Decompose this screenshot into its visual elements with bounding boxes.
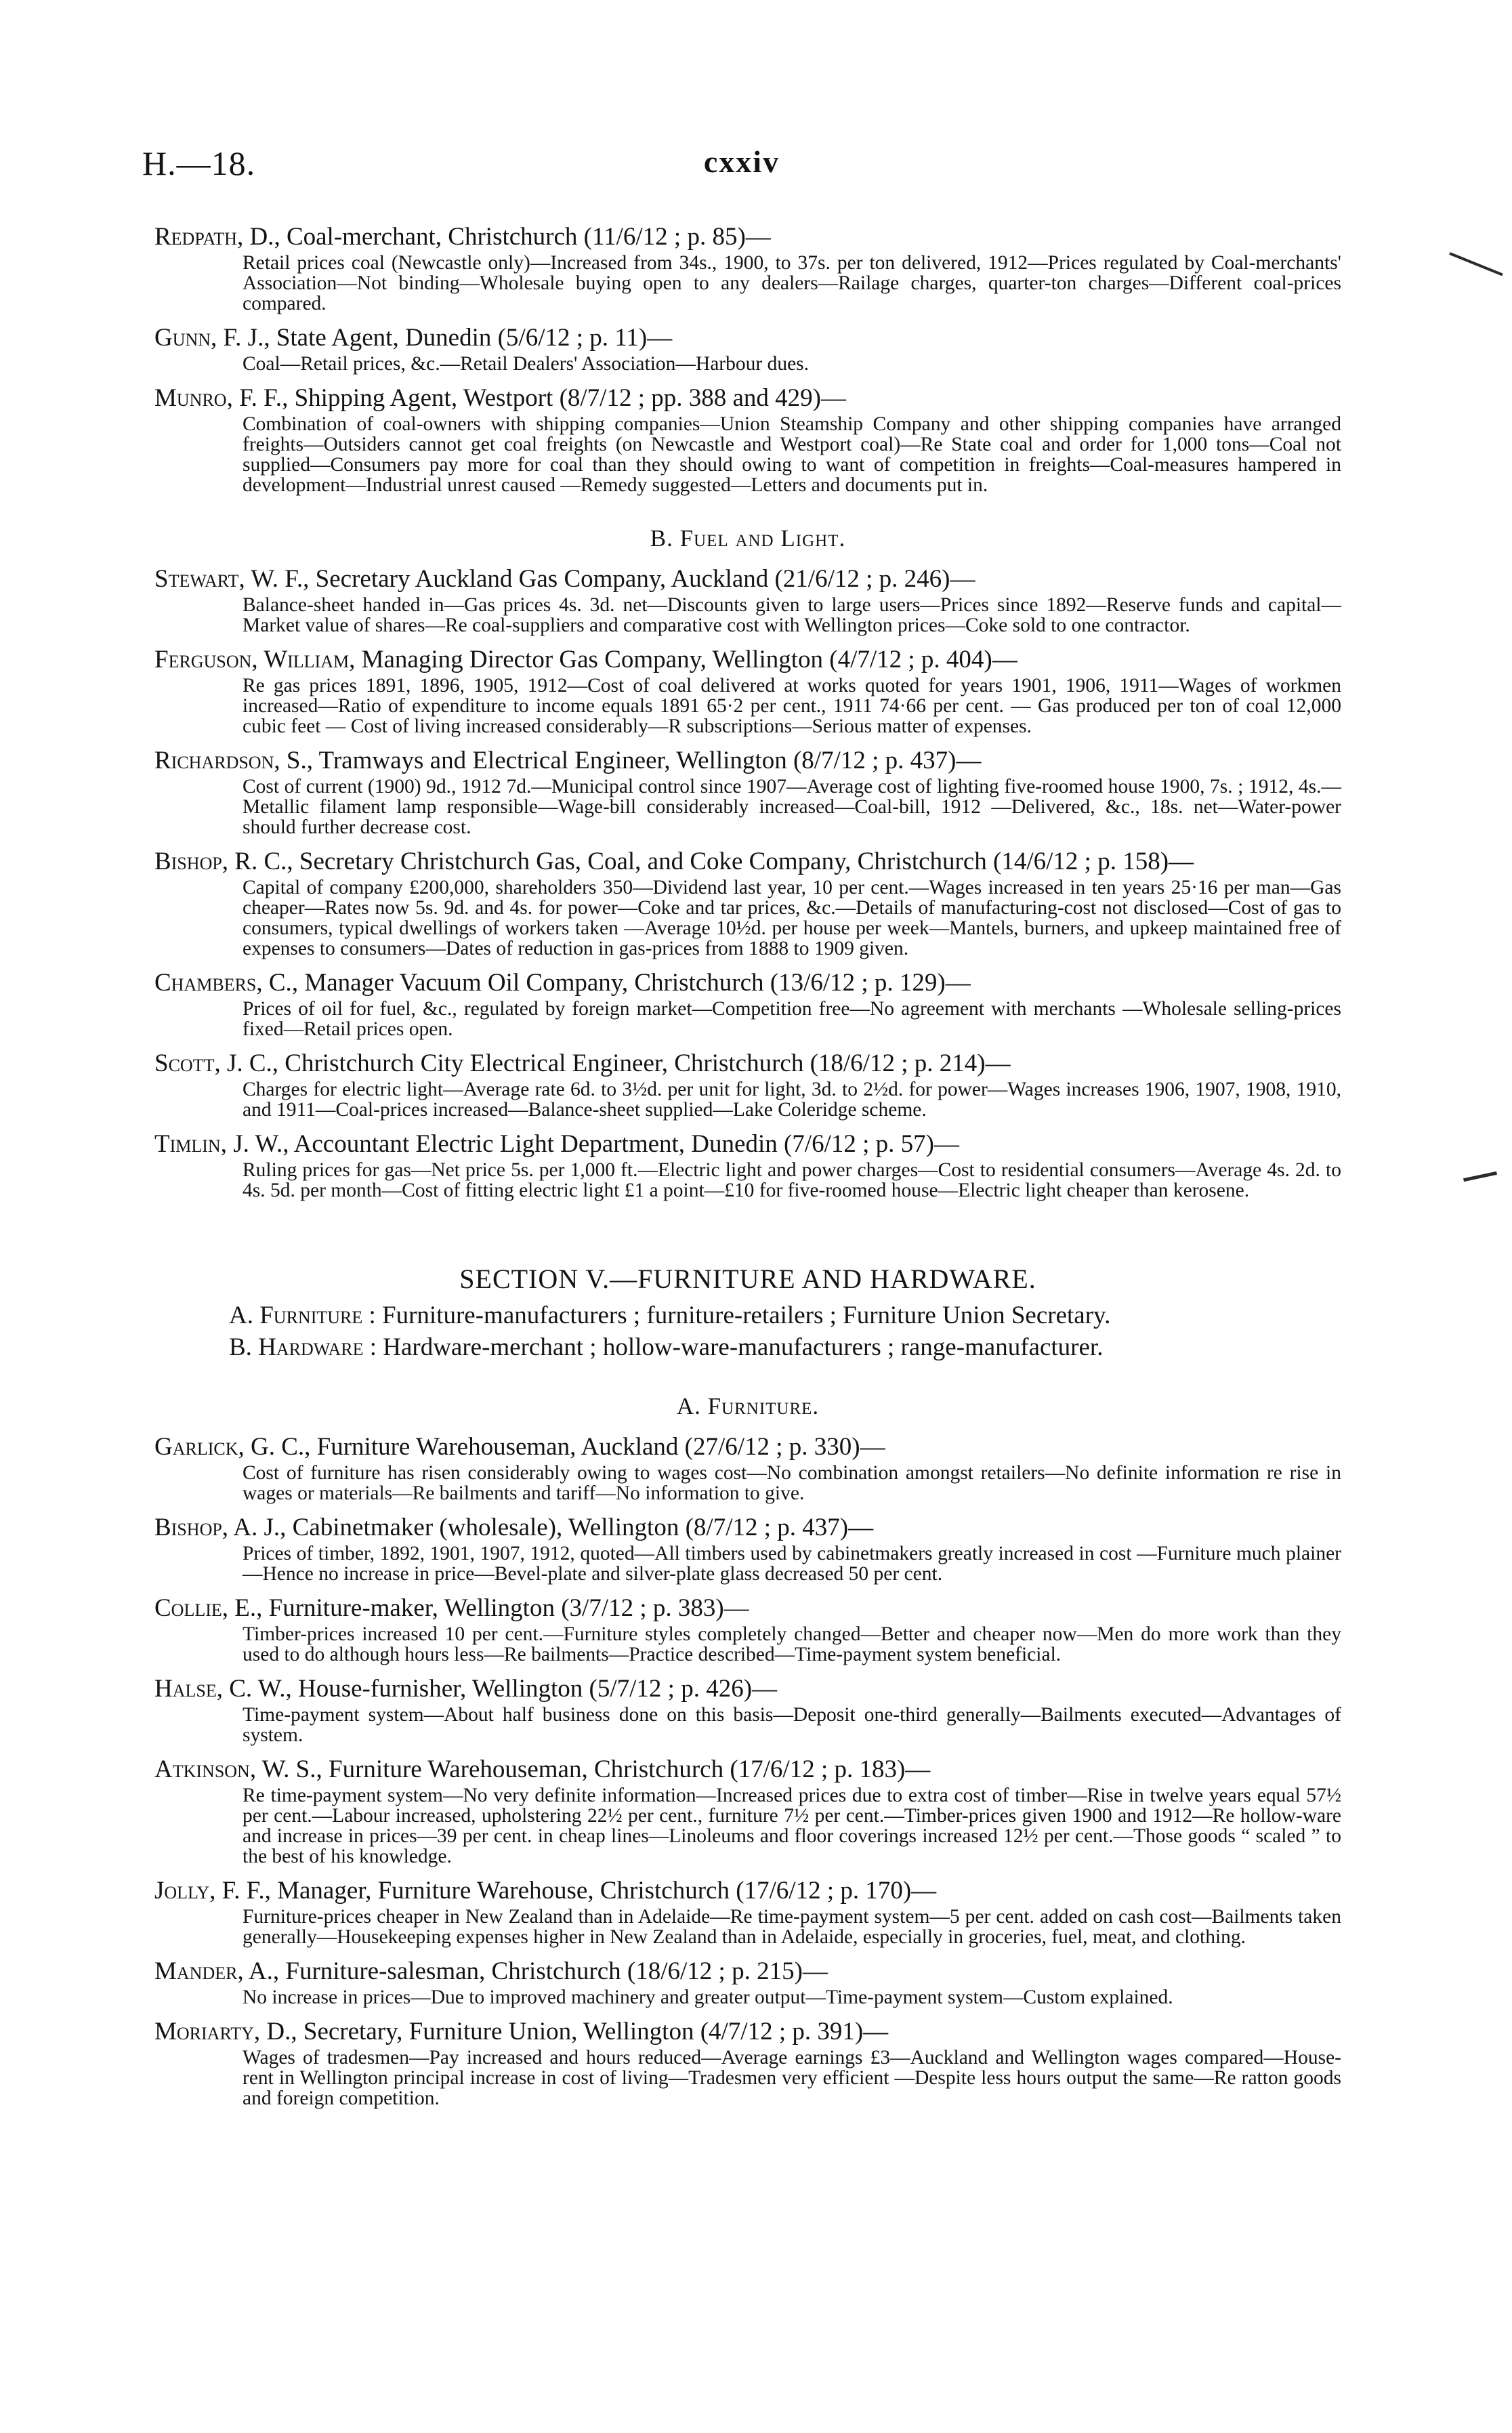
witness-entry <box>154 1047 1341 1120</box>
witness-heading <box>154 1955 1341 1987</box>
category-description: : Hardware-merchant ; hollow-ware-manufacturers ; range-manufacturer. <box>363 1333 1104 1361</box>
witness-heading <box>154 846 1341 877</box>
witness-role: , Secretary Auckland Gas Company, Auckland (21/6/12 ; p. 246)— <box>303 565 975 593</box>
witness-name: Moriarty, D. <box>154 2018 291 2045</box>
witness-name: Jolly, F. F. <box>154 1877 265 1905</box>
witness-name: Scott, J. C. <box>154 1049 272 1077</box>
evidence-summary: Retail prices coal (Newcastle only)—Increased from 34s., 1900, to 37s. per ton delivered, 1912—Prices regulated by Coal-merchants' Association—Not binding—Wholesale buying open to any dealers—Railage charges, quarter-ton charges—Different coal-prices compared. <box>243 252 1341 314</box>
witness-role: , Manager, Furniture Warehouse, Christchurch (17/6/12 ; p. 170)— <box>264 1877 937 1905</box>
witness-role: , State Agent, Dunedin (5/6/12 ; p. 11)— <box>264 324 673 352</box>
witness-name: Bishop, R. C. <box>154 848 287 875</box>
report-reference: H.—18. <box>142 144 256 182</box>
witness-name: Richardson, S. <box>154 747 307 774</box>
witness-entry <box>154 1128 1341 1201</box>
witness-entry <box>154 221 1341 314</box>
witness-entry <box>154 1512 1341 1584</box>
witness-name: Redpath, D. <box>154 223 274 251</box>
evidence-summary: Cost of current (1900) 9d., 1912 7d.—Municipal control since 1907—Average cost of lighting five-roomed house 1900, 7s. ; 1912, 4s.—Metallic filament lamp responsible—Wage-bill considerably increased—Coal-bill, 1912 —Delivered, &c., 18s. net—Water-power should further decrease cost. <box>243 776 1341 838</box>
witness-role: , Managing Director Gas Company, Wellington (4/7/12 ; p. 404)— <box>349 646 1017 673</box>
evidence-summary: Charges for electric light—Average rate 6d. to 3½d. per unit for light, 3d. to 2½d. for power—Wages increases 1906, 1907, 1908, 1910, and 1911—Coal-prices increased—Balance-sheet supplied—Lake Coleridge scheme. <box>243 1079 1341 1121</box>
witness-name: Chambers, C. <box>154 969 292 997</box>
evidence-summary: Capital of company £200,000, shareholders 350—Dividend last year, 10 per cent.—Wages increased in ten years 25·16 per man—Gas cheaper—Rates now 5s. 9d. and 4s. for power—Coke and tar prices, &c.—Details of manufacturing-cost not disclosed—Cost of gas to consumers, typical dwellings of workers taken —Average 10½d. per house per week—Mantels, burners, and upkeep maintained free of expenses to consumers—Dates of reduction in gas-prices from 1888 to 1909 given. <box>243 877 1341 959</box>
witness-name: Ferguson, William <box>154 646 350 673</box>
witness-entry <box>154 967 1341 1039</box>
witness-entry <box>154 745 1341 837</box>
evidence-summary: Prices of timber, 1892, 1901, 1907, 1912, quoted—All timbers used by cabinetmakers greatly increased in cost —Furniture much plainer—Hence no increase in price—Bevel-plate and silver-plate glass decreased 50 per cent. <box>243 1543 1341 1585</box>
scan-mark-top <box>1449 252 1503 276</box>
witness-name: Stewart, W. F. <box>154 565 303 593</box>
witness-entry <box>154 322 1341 374</box>
witness-entry <box>154 1673 1341 1745</box>
evidence-summary: Re time-payment system—No very definite information—Increased prices due to extra cost of timber—Rise in twelve years equal 57½ per cent.—Labour increased, upholstering 22½ per cent., furniture 7½ per cent.—Timber-prices given 1900 and 1912—Re hollow-ware and increase in prices—39 per cent. in cheap lines—Linoleums and floor coverings increased 12½ per cent.—Those goods “ scaled ” to the best of his knowledge. <box>243 1785 1341 1867</box>
witness-name: Timlin, J. W. <box>154 1130 283 1158</box>
witness-role: , House-furnisher, Wellington (5/7/12 ; p. 426)— <box>285 1675 778 1703</box>
witness-heading <box>154 745 1341 776</box>
evidence-summary: Time-payment system—About half business done on this basis—Deposit one-third generally—Bailments executed—Advantages of system. <box>243 1704 1341 1746</box>
witness-name: Munro, F. F. <box>154 384 282 412</box>
witness-heading <box>154 221 1341 253</box>
witness-heading <box>154 1753 1341 1785</box>
witness-role: , Secretary, Furniture Union, Wellington (4/7/12 ; p. 391)— <box>291 2018 889 2045</box>
witness-heading <box>154 382 1341 414</box>
evidence-summary: Combination of coal-owners with shipping companies—Union Steamship Company and other shipping companies have arranged freights—Outsiders cannot get coal freights (on Newcastle and Westport coal)—Re State coal and order for 1,000 tons—Coal not supplied—Consumers pay more for coal than they should owing to want of competition in freights—Coal-measures hampered in development—Industrial unrest caused —Remedy suggested—Letters and documents put in. <box>243 413 1341 496</box>
witness-name: Garlick, G. C. <box>154 1433 305 1461</box>
witness-entry <box>154 1592 1341 1665</box>
witness-heading <box>154 644 1341 675</box>
evidence-summary: Cost of furniture has risen considerably owing to wages cost—No combination amongst retailers—No definite information re rise in wages or materials—Re bailments and tariff—No information to give. <box>243 1462 1341 1504</box>
witness-entry <box>154 2016 1341 2108</box>
evidence-summary: Prices of oil for fuel, &c., regulated by foreign market—Competition free—No agreement with merchants —Wholesale selling-prices fixed—Retail prices open. <box>243 998 1341 1040</box>
witness-role: , Furniture-salesman, Christchurch (18/6/12 ; p. 215)— <box>272 1957 828 1985</box>
category-label: B. Hardware <box>229 1333 364 1361</box>
witness-heading <box>154 1128 1341 1160</box>
page-header <box>142 144 1341 191</box>
witness-entry <box>154 1955 1341 2008</box>
evidence-summary: Timber-prices increased 10 per cent.—Furniture styles completely changed—Better and cheaper now—Men do more work than they used to do although hours less—Re bailments—Practice described—Time-payment system beneficial. <box>243 1623 1341 1665</box>
witness-name: Atkinson, W. S. <box>154 1755 316 1783</box>
page-number: cxxiv <box>703 144 780 179</box>
witness-entry <box>154 1431 1341 1503</box>
evidence-summary: Re gas prices 1891, 1896, 1905, 1912—Cost of coal delivered at works quoted for years 1901, 1906, 1911—Wages of workmen increased—Ratio of expenditure to income equals 1891 65·2 per cent., 1911 74·66 per cent. — Gas produced per ton of coal 12,000 cubic feet — Cost of living increased considerably—R subscriptions—Serious matter of expenses. <box>243 675 1341 737</box>
section-category-line <box>154 1331 1341 1363</box>
witness-heading <box>154 1512 1341 1543</box>
witness-entry <box>154 644 1341 736</box>
witness-entry <box>154 1753 1341 1867</box>
witness-name: Bishop, A. J. <box>154 1514 280 1541</box>
witness-role: , Secretary Christchurch Gas, Coal, and Coke Company, Christchurch (14/6/12 ; p. 158)— <box>287 848 1194 875</box>
witness-role: , Furniture-maker, Wellington (3/7/12 ; p. 383)— <box>256 1594 749 1622</box>
subsection-heading: A. Furniture. <box>676 1393 820 1419</box>
witness-heading <box>154 1673 1341 1705</box>
subsection-heading: B. Fuel and Light. <box>650 525 846 552</box>
witness-role: , Tramways and Electrical Engineer, Wellington (8/7/12 ; p. 437)— <box>306 747 982 774</box>
witness-entry <box>154 563 1341 636</box>
witness-role: , Christchurch City Electrical Engineer, Christchurch (18/6/12 ; p. 214)— <box>272 1049 1011 1077</box>
witness-heading <box>154 2016 1341 2047</box>
witness-name: Halse, C. W. <box>154 1675 286 1703</box>
witness-heading <box>154 322 1341 354</box>
witness-entry <box>154 846 1341 959</box>
witness-role: , Coal-merchant, Christchurch (11/6/12 ; p. 85)— <box>274 223 771 251</box>
witness-heading <box>154 1875 1341 1907</box>
witness-heading <box>154 563 1341 595</box>
witness-role: , Shipping Agent, Westport (8/7/12 ; pp. 388 and 429)— <box>282 384 846 412</box>
evidence-summary: Balance-sheet handed in—Gas prices 4s. 3d. net—Discounts given to large users—Prices since 1892—Reserve funds and capital—Market value of shares—Re coal-suppliers and comparative cost with Wellington prices—Coke sold to one contractor. <box>243 594 1341 636</box>
witness-heading <box>154 1431 1341 1463</box>
evidence-index <box>154 221 1341 2117</box>
witness-role: , Furniture Warehouseman, Christchurch (17/6/12 ; p. 183)— <box>316 1755 931 1783</box>
witness-name: Mander, A. <box>154 1957 273 1985</box>
category-label: A. Furniture <box>229 1302 363 1329</box>
witness-role: , Furniture Warehouseman, Auckland (27/6/12 ; p. 330)— <box>304 1433 885 1461</box>
witness-heading <box>154 967 1341 999</box>
witness-role: , Manager Vacuum Oil Company, Christchurch (13/6/12 ; p. 129)— <box>291 969 971 997</box>
section-title: SECTION V.—FURNITURE AND HARDWARE. <box>459 1264 1036 1294</box>
evidence-summary: No increase in prices—Due to improved machinery and greater output—Time-payment system—Custom explained. <box>243 1987 1173 2008</box>
witness-name: Gunn, F. J. <box>154 324 264 352</box>
section-category-line <box>154 1299 1341 1331</box>
witness-heading <box>154 1047 1341 1079</box>
scan-mark-middle <box>1463 1171 1497 1182</box>
witness-name: Collie, E. <box>154 1594 257 1622</box>
category-description: : Furniture-manufacturers ; furniture-retailers ; Furniture Union Secretary. <box>362 1302 1111 1329</box>
witness-role: , Accountant Electric Light Department, Dunedin (7/6/12 ; p. 57)— <box>282 1130 959 1158</box>
evidence-summary: Furniture-prices cheaper in New Zealand than in Adelaide—Re time-payment system—5 per cent. added on cash cost—Bailments taken generally—Housekeeping expenses higher in New Zealand than in Adelaide, especially in groceries, fuel, meat, and clothing. <box>243 1906 1341 1948</box>
witness-heading <box>154 1592 1341 1624</box>
witness-role: , Cabinetmaker (wholesale), Wellington (8/7/12 ; p. 437)— <box>280 1514 874 1541</box>
witness-entry <box>154 382 1341 495</box>
witness-entry <box>154 1875 1341 1947</box>
evidence-summary: Coal—Retail prices, &c.—Retail Dealers' Association—Harbour dues. <box>243 353 810 375</box>
evidence-summary: Ruling prices for gas—Net price 5s. per 1,000 ft.—Electric light and power charges—Cost to residential consumers—Average 4s. 2d. to 4s. 5d. per month—Cost of fitting electric light £1 a point—£10 for five-roomed house—Electric light cheaper than kerosene. <box>243 1159 1341 1201</box>
evidence-summary: Wages of tradesmen—Pay increased and hours reduced—Average earnings £3—Auckland and Wellington wages compared—House-rent in Wellington principal increase in cost of living—Tradesmen very efficient —Despite less hours output the same—Re ratton goods and foreign competition. <box>243 2047 1341 2109</box>
